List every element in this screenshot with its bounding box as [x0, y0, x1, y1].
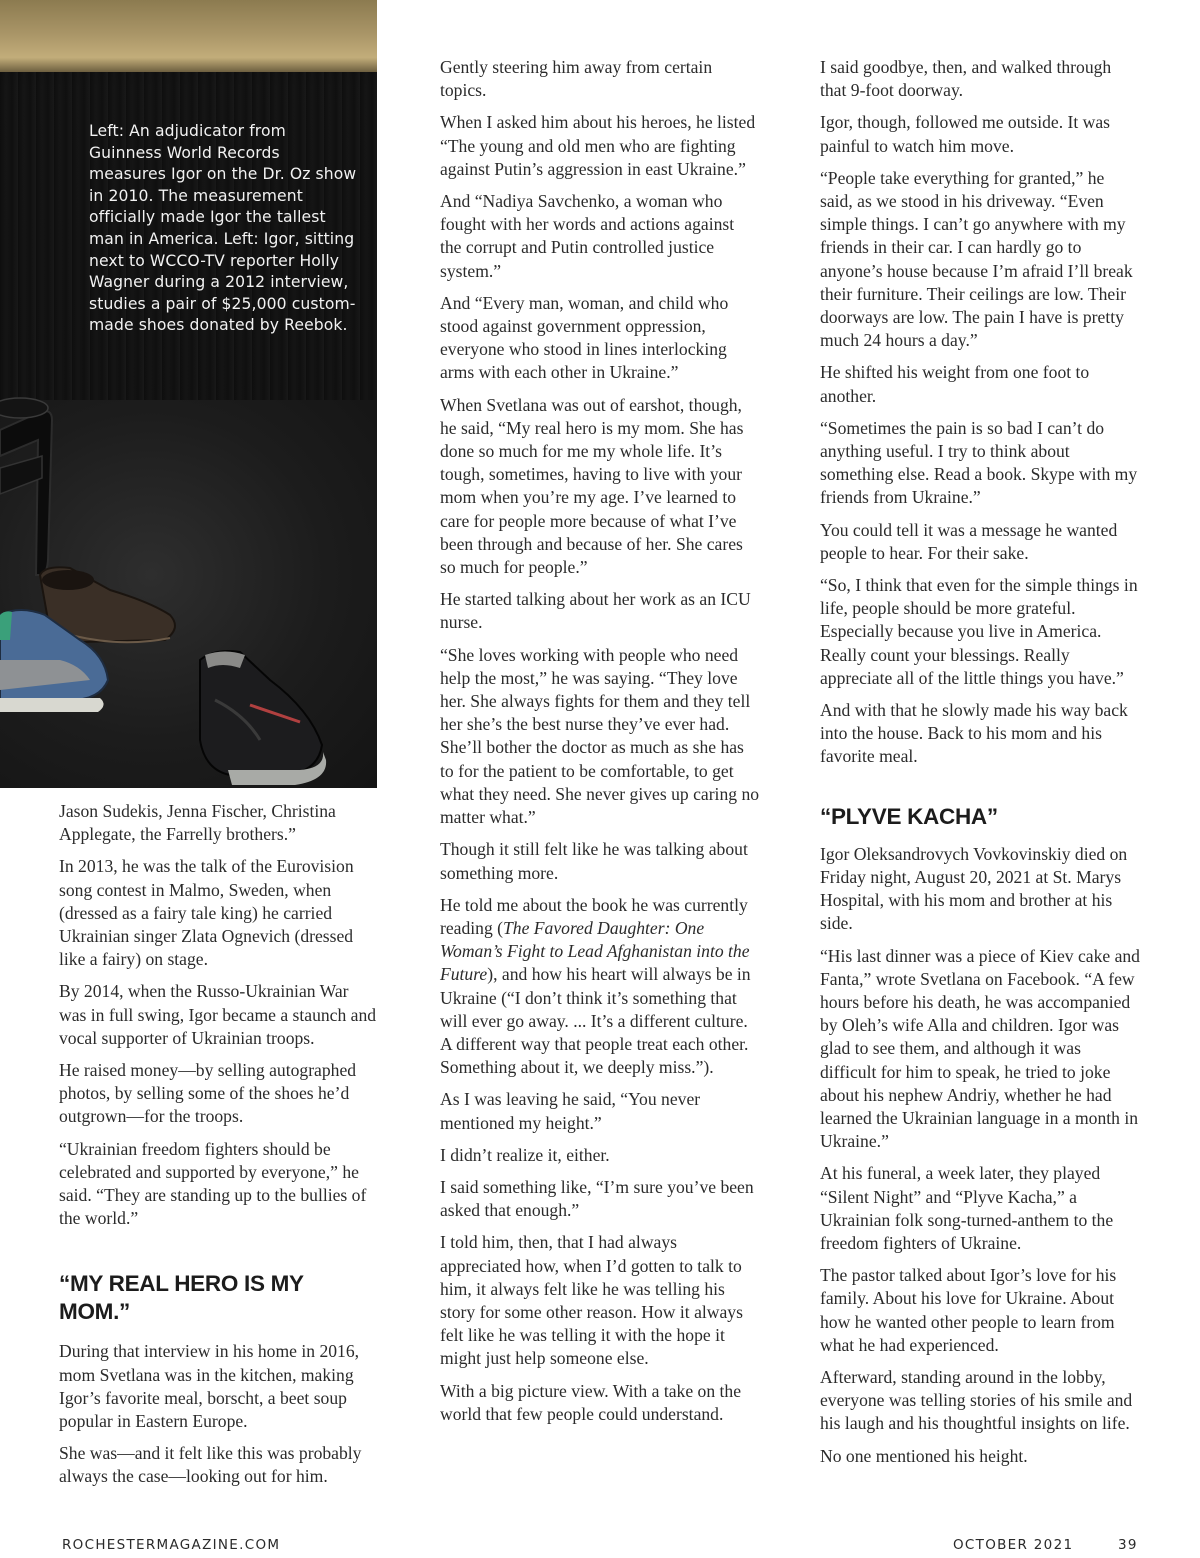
article-column-left: [59, 800, 379, 1498]
article-photo: [0, 0, 377, 788]
paragraph: “His last dinner was a piece of Kiev cake and Fanta,” wrote Svetlana on Facebook. “A few hours before his death, he was accompanied by Oleh’s wife Alla and children. Igor was glad to see them, and although it was difficult for him to speak, he tried to joke about his nephew Andriy, whether he had learned the Ukrainian language in a month in Ukraine.”: [820, 945, 1140, 1152]
paragraph: During that interview in his home in 2016, mom Svetlana was in the kitchen, making Igor’s favorite meal, borscht, a beet soup popular in Eastern Europe.: [59, 1341, 360, 1432]
book-title: The Favored Daughter: One Woman’s Fight to Lead Afghanistan into the Future: [440, 917, 750, 985]
paragraph: Afterward, standing around in the lobby, everyone was telling stories of his smile and his laugh and his thoughtful insights on life.: [820, 1366, 1133, 1434]
paragraph: With a big picture view. With a take on the world that few people could understand.: [440, 1380, 742, 1424]
paragraph: “People take everything for granted,” he said, as we stood in his driveway. “Even simple things. I can’t go anywhere with my friends in their car. I can hardly go to anyone’s house because I’m afraid I’ll break their furniture. Their ceilings are low. Their doorways are low. The pain I have is pretty much 24 hours a day.”: [820, 167, 1133, 351]
paragraph: Though it still felt like he was talking about something more.: [440, 839, 748, 883]
paragraph: I said something like, “I’m sure you’ve been asked that enough.”: [440, 1176, 754, 1221]
footer-website: ROCHESTERMAGAZINE.COM: [62, 1537, 281, 1553]
paragraph: She was—and it felt like this was probably always the case—looking out for him.: [59, 1443, 362, 1487]
paragraph: He shifted his weight from one foot to another.: [820, 362, 1090, 406]
paragraph: “So, I think that even for the simple things in life, people should be more grateful. Especially because you live in America. Really count your blessings. Really appreciate all of the little things you have.”: [820, 575, 1138, 688]
paragraph-text: He told me about the book he was currently reading (: [440, 894, 748, 938]
article-column-right: [820, 56, 1140, 1477]
paragraph: “Ukrainian freedom fighters should be celebrated and supported by everyone,” he said. “They are standing up to the bullies of the world.”: [59, 1138, 367, 1229]
paragraph: You could tell it was a message he wanted people to hear. For their sake.: [820, 519, 1118, 563]
footer-issue-date: OCTOBER 2021: [953, 1537, 1074, 1553]
black-sneaker-graphic: [200, 651, 326, 785]
paragraph: “She loves working with people who need help the most,” he was saying. “They love her. She always fights for them and they tell her she’s the best nurse they’ve ever had. She’ll bother the doctor as much as she has to for the patient to be comfortable, to get what they need. She never gives up caring no matter what.”: [440, 644, 760, 828]
page-number: 39: [1118, 1537, 1138, 1553]
paragraph: When Svetlana was out of earshot, though, he said, “My real hero is my mom. She has done so much for me my whole life. It’s tough, sometimes, having to live with your mom when you’re my age. I’ve learned to care for people more because of what I’ve been through and because of her. She cares so much for people.”: [440, 394, 744, 578]
paragraph: And “Every man, woman, and child who stood against government oppression, everyone who stood in lines interlocking arms with each other in Ukraine.”: [440, 292, 729, 383]
paragraph: I said goodbye, then, and walked through that 9-foot doorway.: [820, 57, 1112, 101]
paragraph: In 2013, he was the talk of the Eurovision song contest in Malmo, Sweden, when (dressed as a fairy tale king) he carried Ukrainian singer Zlata Ognevich (dressed like a fairy) on stage.: [59, 856, 354, 970]
paragraph: “Sometimes the pain is so bad I can’t do anything useful. I try to think about something else. Read a book. Skype with my friends from Ukraine.”: [820, 417, 1138, 508]
paragraph: And “Nadiya Savchenko, a woman who fought with her words and actions against the corrupt and Putin controlled justice system.”: [440, 191, 735, 281]
paragraph: At his funeral, a week later, they played “Silent Night” and “Plyve Kacha,” a Ukrainian folk song-turned-anthem to the freedom fighters of Ukraine.: [820, 1163, 1114, 1253]
paragraph: I told him, then, that I had always appreciated how, when I’d gotten to talk to him, it always felt like he was telling his story for some other reason. How it always felt like he was telling it with the hope it might just help someone else.: [440, 1232, 743, 1369]
paragraph: The pastor talked about Igor’s love for his family. About his love for Ukraine. About how he wanted other people to learn from what he had experienced.: [820, 1265, 1117, 1355]
paragraph: Igor, though, followed me outside. It was painful to watch him move.: [820, 112, 1111, 156]
paragraph: He raised money—by selling autographed photos, by selling some of the shoes he’d outgrown—for the troops.: [59, 1060, 357, 1127]
article-column-middle: [440, 56, 760, 1435]
paragraph: Igor Oleksandrovych Vovkovinskiy died on Friday night, August 20, 2021 at St. Marys Hospital, with his mom and brother at his side.: [820, 843, 1128, 934]
chair-graphic: [0, 398, 52, 575]
paragraph: Jason Sudekis, Jenna Fischer, Christina Applegate, the Farrelly brothers.”: [59, 801, 336, 845]
paragraph: I didn’t realize it, either.: [440, 1144, 610, 1165]
paragraph: No one mentioned his height.: [820, 1445, 1028, 1466]
paragraph: By 2014, when the Russo-Ukrainian War was in full swing, Igor became a staunch and vocal supporter of Ukrainian troops.: [59, 981, 377, 1048]
paragraph: Gently steering him away from certain topics.: [440, 57, 713, 101]
shoes-illustration: [0, 0, 377, 788]
paragraph: He started talking about her work as an ICU nurse.: [440, 589, 751, 633]
paragraph: And with that he slowly made his way back into the house. Back to his mom and his favorite meal.: [820, 700, 1128, 767]
photo-caption: Left: An adjudicator from Guinness World Records measures Igor on the Dr. Oz show in 2010. The measurement officially made Igor the tallest man in America. Left: Igor, sitting next to WCCO-TV reporter Holly Wagner during a 2012 interview, studies a pair of $25,000 custom-made shoes donated by Reebok.: [89, 122, 357, 335]
section-heading: “MY REAL HERO IS MY MOM.”: [59, 1271, 304, 1325]
section-heading: “PLYVE KACHA”: [820, 803, 998, 829]
paragraph: When I asked him about his heroes, he listed “The young and old men who are fighting against Putin’s aggression in east Ukraine.”: [440, 112, 756, 179]
paragraph: [440, 894, 760, 1080]
paragraph: As I was leaving he said, “You never mentioned my height.”: [440, 1089, 701, 1133]
paragraph-text: ), and how his heart will always be in Ukraine (“I don’t think it’s something that will ever go away. ... It’s a different culture. A different way that people treat each other. Something about it, we deeply miss.”).: [440, 964, 751, 1078]
